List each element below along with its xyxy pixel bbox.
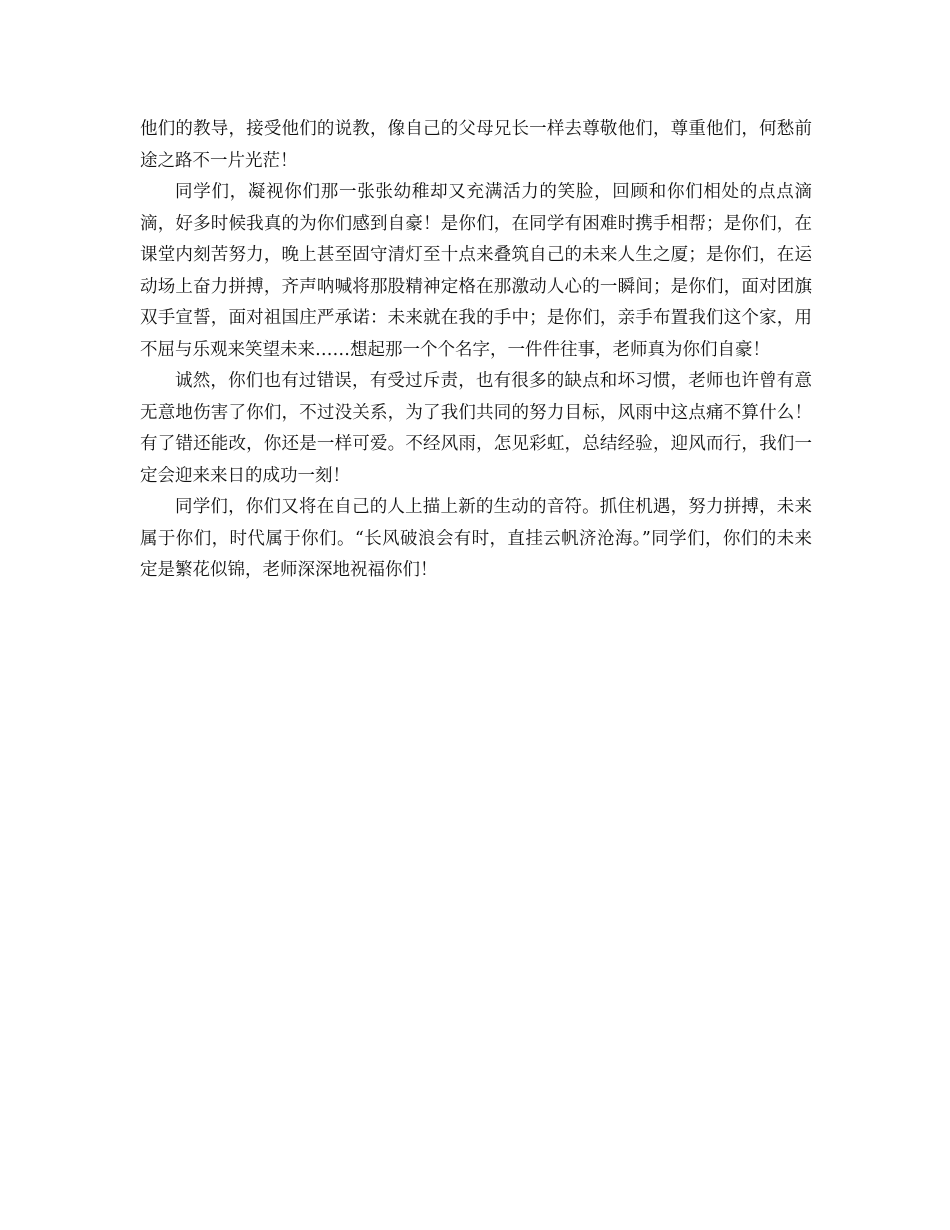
- document-body: [140, 114, 812, 587]
- paragraph-1: 他们的教导，接受他们的说教，像自己的父母兄长一样去尊敬他们，尊重他们，何愁前途之路不一片光茫！: [140, 119, 812, 171]
- paragraph-2: 同学们，凝视你们那一张张幼稚却又充满活力的笑脸，回顾和你们相处的点点滴滴，好多时候我真的为你们感到自豪！是你们，在同学有困难时携手相帮；是你们，在课堂内刻苦努力，晚上甚至固守清灯至十点来叠筑自己的未来人生之厦；是你们，在运动场上奋力拼搏，齐声呐喊将那股精神定格在那激动人心的一瞬间；是你们，面对团旗双手宣誓，面对祖国庄严承诺：未来就在我的手中；是你们，亲手布置我们这个家，用不屈与乐观来笑望未来……想起那一个个名字，一件件往事，老师真为你们自豪！: [140, 182, 812, 360]
- paragraph-3: 诚然，你们也有过错误，有受过斥责，也有很多的缺点和坏习惯，老师也许曾有意无意地伤害了你们，不过没关系，为了我们共同的努力目标，风雨中这点痛不算什么！有了错还能改，你还是一样可爱。不经风雨，怎见彩虹，总结经验，迎风而行，我们一定会迎来来日的成功一刻！: [140, 371, 812, 486]
- paragraph-4: 同学们，你们又将在自己的人上描上新的生动的音符。抓住机遇，努力拼搏，未来属于你们，时代属于你们。“长风破浪会有时，直挂云帆济沧海。”同学们，你们的未来定是繁花似锦，老师深深地祝福你们！: [140, 497, 812, 580]
